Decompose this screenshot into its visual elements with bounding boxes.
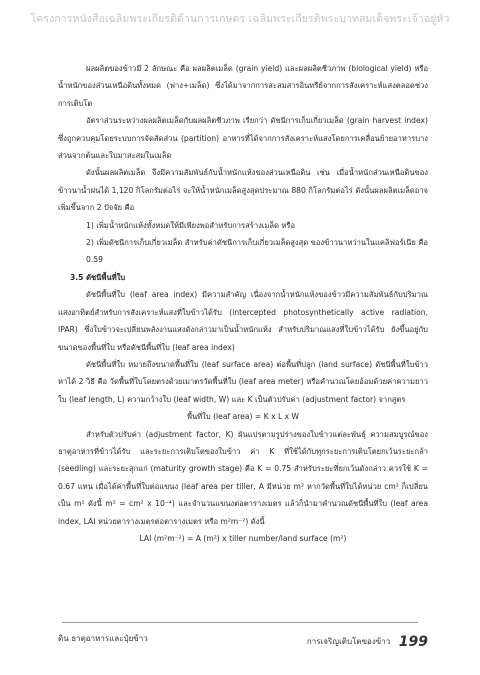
paragraph-lai-importance: ดัชนีพื้นที่ใบ (leaf area index) มีความสำคัญ เนื่องจากน้ำหนักแห้งของข้าวมีความสัมพันธ์กับปริมาณแสงอาทิตย์สำหรับการสังเคราะห์แสงที่ใบข้าวได้รับ (intercepted photosynthetically active radiation, IPAR) ซึ่งใบข้าวจะเปลี่ยนพลังงานแสงดังกล่าวมาเป็นน้ำหนักแห้ง สำหรับปริมาณแสงที่ใบข้าวได้รับ ยังขึ้นอยู่กับขนาดของพื้นที่ใบ หรือดัชนีพื้นที่ใบ (leaf area index) xyxy=(58,290,428,352)
list-item-2: 2) เพิ่มดัชนีการเก็บเกี่ยวเมล็ด สำหรับค่าดัชนีการเก็บเกี่ยวเมล็ดสูงสุด ของข้าวนาหว่านในแคลิฟอร์เนีย คือ 0.59 xyxy=(86,238,428,265)
paragraph-lai-definition: ดัชนีพื้นที่ใบ หมายถึงขนาดพื้นที่ใบ (leaf surface area) ต่อพื้นที่ปลูก (land surface) ดัชนีพื้นที่ใบข้าวหาได้ 2 วิธี คือ วัดพื้นที่ใบโดยตรงด้วยเมาตรวัดพื้นที่ใบ (leaf area meter) หรือคำนวณโดยอ้อมด้วยค่าความยาวใบ (leaf length, L) ความกว้างใบ (leaf width, W) และ K เป็นตัวปรับค่า (adjustment factor) จากสูตร xyxy=(58,359,428,404)
footer-chapter xyxy=(307,632,428,648)
paragraph-dry-weight: ดังนั้นผลผลิตเมล็ด จึงมีความสัมพันธ์กับน้ำหนักแห้งของส่วนเหนือดิน เช่น เมื่อน้ำหนักส่วนเหนือดินของข้าวนาน้ำฝนได้ 1,120 กิโลกรัมต่อไร่ จะให้น้ำหนักเมล็ดสูงสุดประมาณ 880 กิโลกรัมต่อไร่ ดังนั้นผลผลิตเมล็ดอาจเพิ่มขึ้นจาก 2 ปัจจัย คือ xyxy=(58,168,428,213)
paragraph-yield: ผลผลิตของข้าวมี 2 ลักษณะ คือ ผลผลิตเมล็ด (grain yield) และผลผลิตชีวภาพ (biological yield) หรือน้ำหนักของส่วนเหนือดินทั้งหมด (ฟาง+เมล็ด) ซึ่งได้มาจากการสะสมสารอินทรีย์จากการสังเคราะห์แสงตลอดช่วงการเติบโต xyxy=(58,64,428,108)
footer-divider xyxy=(62,622,418,623)
list-item-1: 1) เพิ่มน้ำหนักแห้งทั้งหมดให้มีเพียงพอสำหรับการสร้างเมล็ด หรือ xyxy=(86,220,296,230)
page-body xyxy=(58,60,428,547)
paragraph-harvest-index: อัตราส่วนระหว่างผลผลิตเมล็ดกับผลผลิตชีวภาพ เรียกว่า ดัชนีการเก็บเกี่ยวเมล็ด (grain harvest index) ซึ่งถูกควบคุมโดยระบบการจัดสัดส่วน (partition) อาหารที่ได้จากการสังเคราะห์แสงโดยการเคลื่อนย้ายอาหารบางส่วนจากต้นและใบมาสะสมในเมล็ด xyxy=(58,116,428,161)
formula-leaf-area: พื้นที่ใบ (leaf area) = K x L x W xyxy=(186,412,300,422)
footer-chapter-title: การเจริญเติบโตของข้าว xyxy=(306,637,391,646)
running-header: โครงการหนังสือเฉลิมพระเกียรติด้านการเกษตร เฉลิมพระเกียรติพระบาทสมเด็จพระเจ้าอยู่หัว xyxy=(30,13,450,25)
paragraph-adjustment-factor: สำหรับตัวปรับค่า (adjustment factor, K) ผันแปรตามรูปร่างของใบข้าวแต่ละพันธุ์ ความสมบูรณ์ของธาตุอาหารที่ข้าวได้รับ และระยะการเติบโตของใบข้าว ค่า K ที่ใช้ได้กับทุกระยะการเติบโตยกเว้นระยะกล้า (seedling) และระยะสุกแก่ (maturity growth stage) คือ K = 0.75 สำหรับระยะที่ยกเว้นดังกล่าว ควรใช้ K = 0.67 แทน เมื่อได้ค่าพื้นที่ใบต่อแขนง (leaf area per tiller, A มีหน่วย m² หากวัดพื้นที่ใบได้หน่วย cm² ก็เปลี่ยนเป็น m² ดังนี้ m² = cm² x 10⁻⁴) และจำนวนแขนงต่อตารางเมตร แล้วก็นำมาคำนวณดัชนีพื้นที่ใบ (leaf area index, LAI หน่วยตารางเมตรต่อตารางเมตร หรือ m²m⁻²) ดังนี้ xyxy=(58,429,428,526)
formula-lai: LAI (m²m⁻²) = A (m²) x tiller number/land surface (m²) xyxy=(139,533,347,543)
page-number: 199 xyxy=(398,634,428,650)
section-heading: 3.5 ดัชนีพื้นที่ใบ xyxy=(70,272,126,282)
footer-book-title: ดิน ธาตุอาหารและปุ๋ยข้าว xyxy=(58,634,148,643)
page-footer xyxy=(58,629,428,649)
